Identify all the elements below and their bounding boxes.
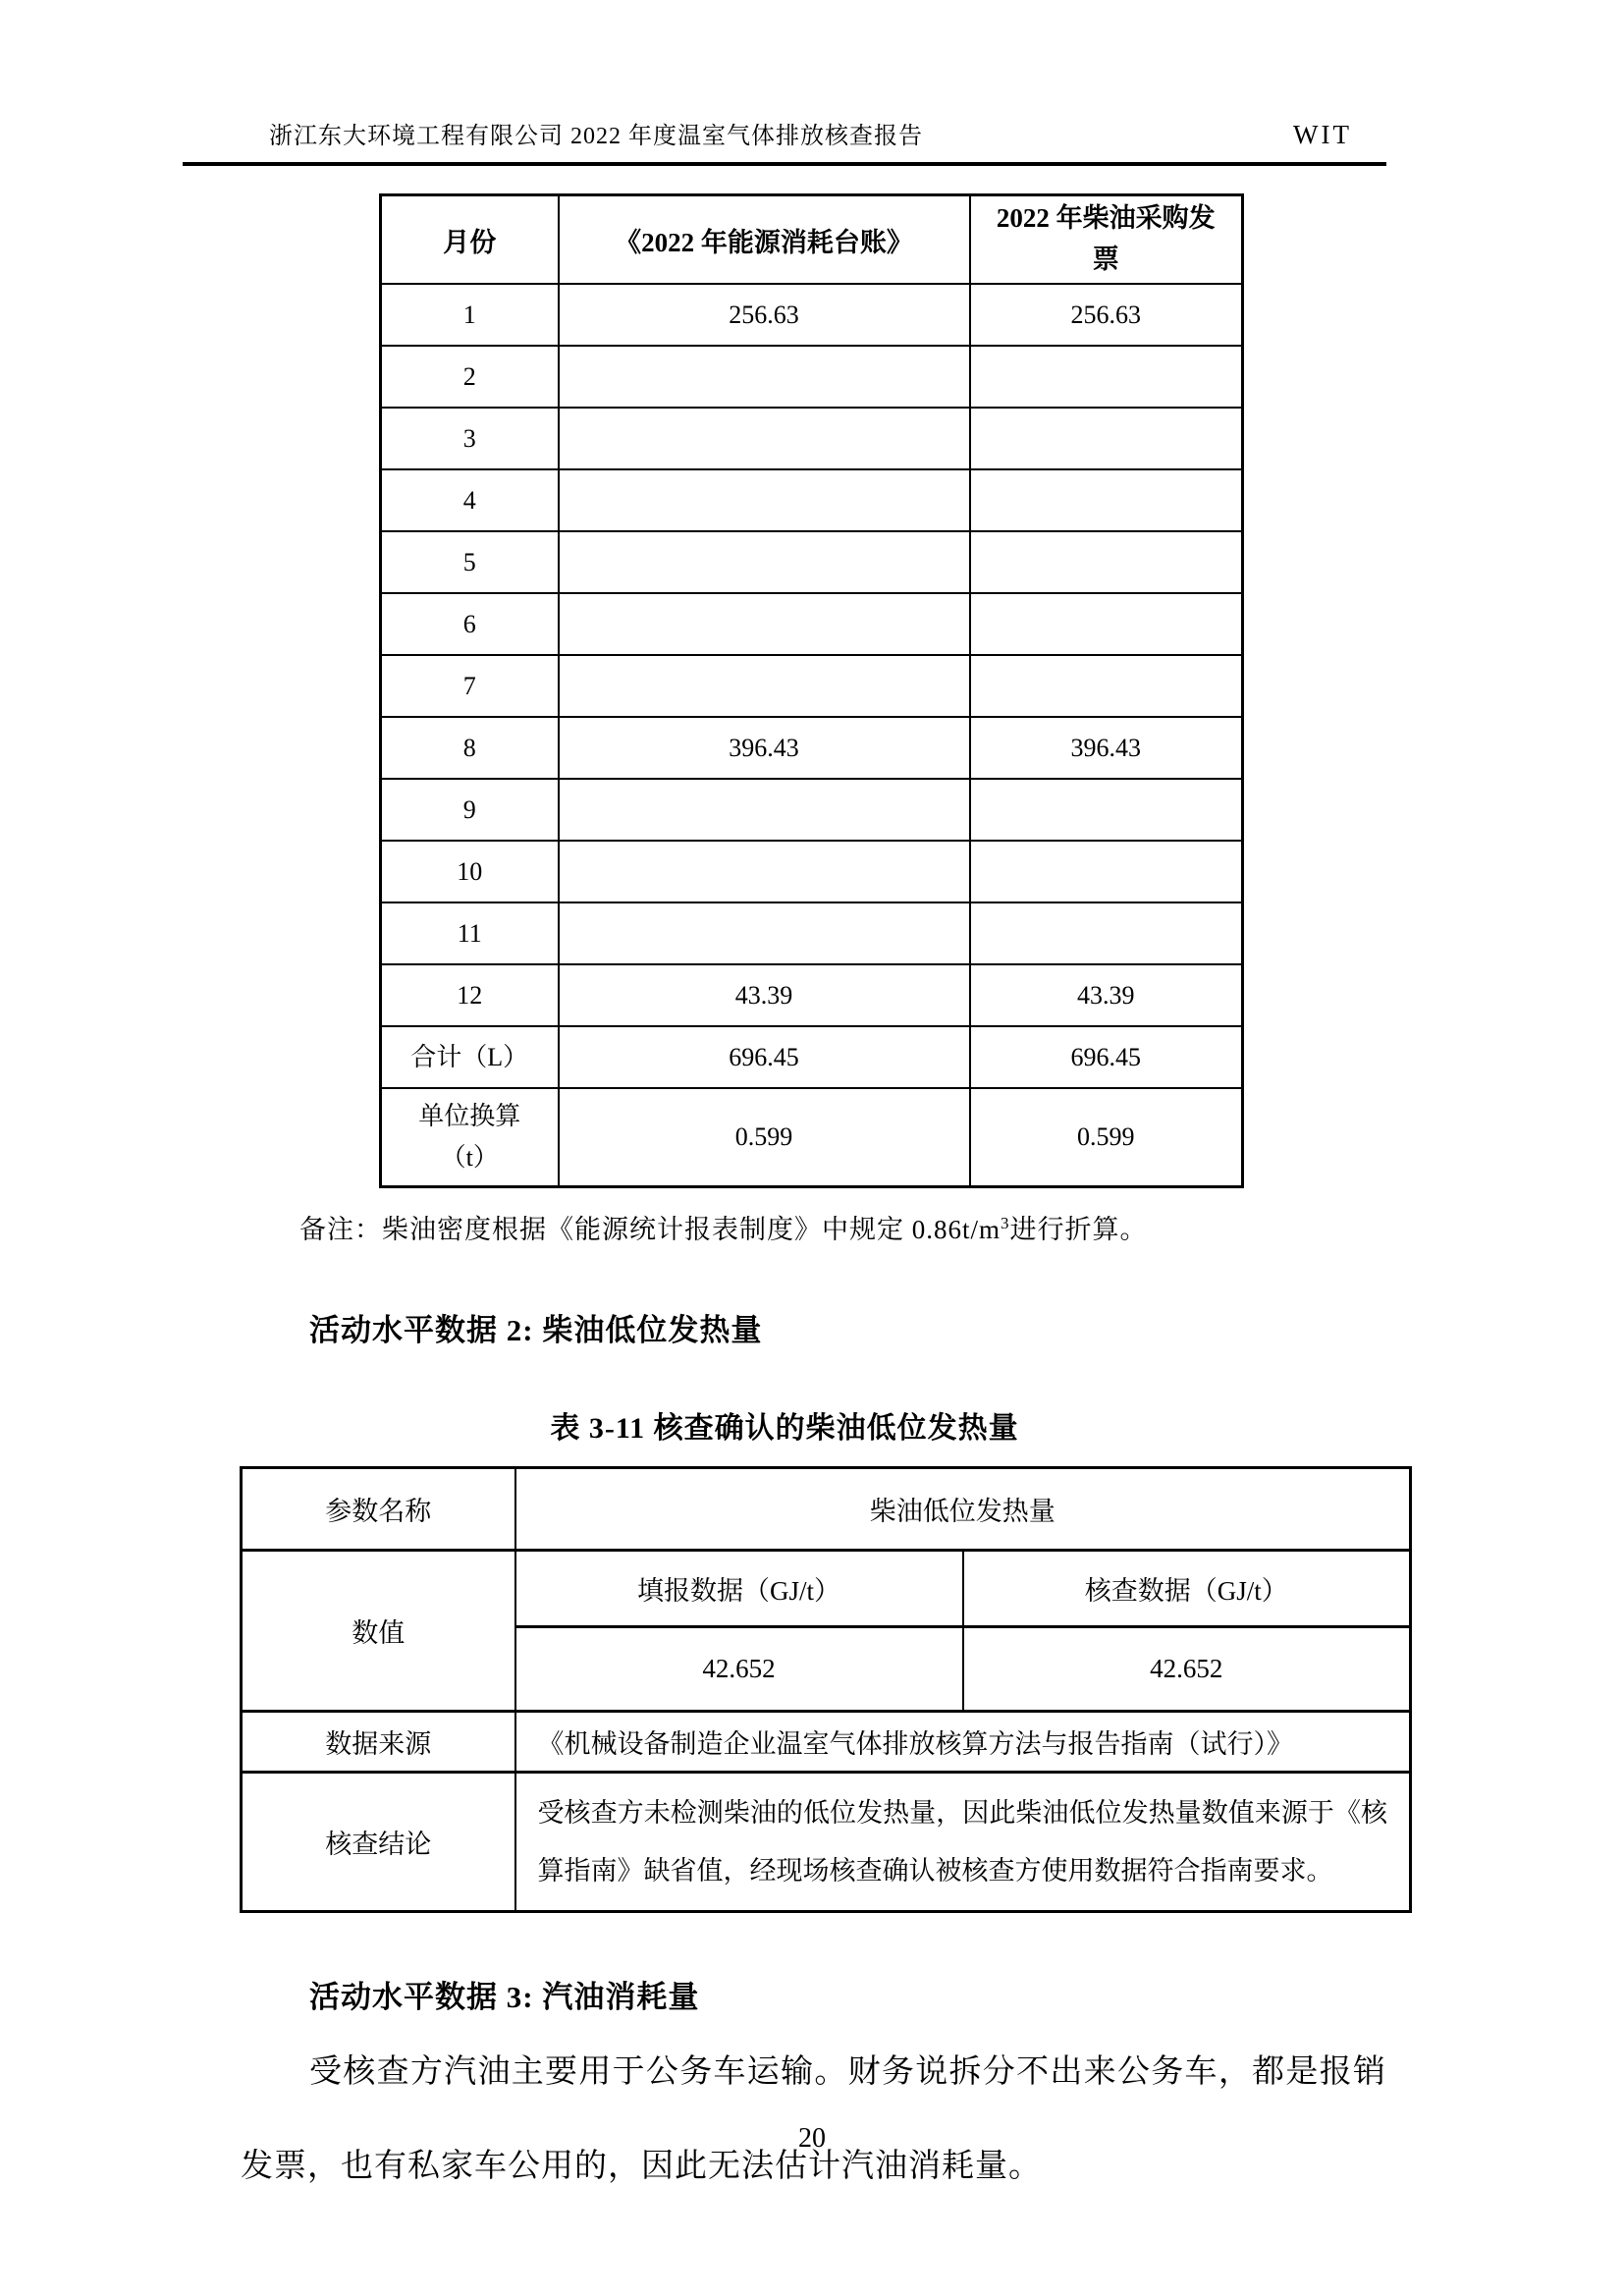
parameter-row (242, 1468, 1411, 1551)
verifier-mark: WIT (1293, 120, 1352, 149)
total-invoice-value: 696.45 (970, 1026, 1243, 1088)
table-row (381, 346, 1243, 408)
ledger-cell: 43.39 (559, 964, 970, 1026)
table-header-row (381, 195, 1243, 285)
month-cell: 5 (381, 531, 559, 593)
invoice-cell (970, 902, 1243, 964)
invoice-cell (970, 469, 1243, 531)
data-source-row (242, 1712, 1411, 1773)
unit-conversion-row (381, 1088, 1243, 1187)
table-row (381, 902, 1243, 964)
ledger-cell (559, 841, 970, 902)
invoice-cell: 43.39 (970, 964, 1243, 1026)
total-row (381, 1026, 1243, 1088)
diesel-consumption-table (379, 193, 1244, 1188)
ledger-cell (559, 779, 970, 841)
note-text-suffix: 进行折算。 (1009, 1215, 1148, 1244)
invoice-cell: 256.63 (970, 284, 1243, 346)
reported-data-header: 填报数据（GJ/t） (515, 1551, 963, 1627)
table-note (299, 1208, 1624, 1246)
note-superscript: 3 (1001, 1214, 1010, 1232)
conversion-ledger-value: 0.599 (559, 1088, 970, 1187)
unit-conversion-label-line2: （t） (440, 1143, 499, 1172)
verified-data-header: 核查数据（GJ/t） (963, 1551, 1411, 1627)
invoice-cell (970, 408, 1243, 469)
table-row (381, 655, 1243, 717)
table-row (381, 469, 1243, 531)
table-row (381, 779, 1243, 841)
month-cell: 12 (381, 964, 559, 1026)
value-label: 数值 (242, 1551, 515, 1712)
ledger-cell (559, 408, 970, 469)
gasoline-paragraph (241, 2026, 1386, 2214)
month-column-header: 月份 (381, 195, 559, 285)
table-row (381, 593, 1243, 655)
diesel-nhv-table (240, 1466, 1412, 1913)
month-cell: 3 (381, 408, 559, 469)
conversion-invoice-value: 0.599 (970, 1088, 1243, 1187)
invoice-cell (970, 779, 1243, 841)
month-cell: 10 (381, 841, 559, 902)
data-source-text: 《机械设备制造企业温室气体排放核算方法与报告指南（试行）》 (515, 1712, 1411, 1773)
table-row (381, 717, 1243, 779)
unit-conversion-label-line1: 单位换算 (418, 1102, 521, 1131)
month-cell: 2 (381, 346, 559, 408)
month-cell: 11 (381, 902, 559, 964)
conclusion-text: 受核查方未检测柴油的低位发热量，因此柴油低位发热量数值来源于《核算指南》缺省值，经现场核查确认被核查方使用数据符合指南要求。 (515, 1773, 1411, 1912)
ledger-cell (559, 902, 970, 964)
invoice-cell: 396.43 (970, 717, 1243, 779)
ledger-cell (559, 346, 970, 408)
month-cell: 9 (381, 779, 559, 841)
page-header (183, 0, 1386, 166)
paragraph-line-1: 受核查方汽油主要用于公务车运输。财务说拆分不出来公务车，都是报销 (309, 2054, 1386, 2090)
total-ledger-value: 696.45 (559, 1026, 970, 1088)
invoice-column-header: 2022 年柴油采购发票 (970, 195, 1243, 285)
ledger-cell (559, 593, 970, 655)
invoice-cell (970, 531, 1243, 593)
month-cell: 6 (381, 593, 559, 655)
ledger-cell: 256.63 (559, 284, 970, 346)
invoice-cell (970, 655, 1243, 717)
unit-conversion-label (381, 1088, 559, 1187)
ledger-cell (559, 531, 970, 593)
month-cell: 1 (381, 284, 559, 346)
ledger-column-header: 《2022 年能源消耗台账》 (559, 195, 970, 285)
parameter-value: 柴油低位发热量 (515, 1468, 1411, 1551)
reported-value: 42.652 (515, 1627, 963, 1712)
paragraph-line-2: 发票，也有私家车公用的，因此无法估计汽油消耗量。 (241, 2148, 1042, 2184)
table-3-11-title: 表 3-11 核查确认的柴油低位发热量 (550, 1412, 1019, 1445)
table-row (381, 531, 1243, 593)
value-header-row (242, 1551, 1411, 1627)
ledger-cell: 396.43 (559, 717, 970, 779)
table-row (381, 284, 1243, 346)
verified-value: 42.652 (963, 1627, 1411, 1712)
conclusion-row (242, 1773, 1411, 1912)
parameter-label: 参数名称 (242, 1468, 515, 1551)
month-cell: 8 (381, 717, 559, 779)
table-row (381, 841, 1243, 902)
total-label: 合计（L） (381, 1026, 559, 1088)
data-source-label: 数据来源 (242, 1712, 515, 1773)
table-row (381, 964, 1243, 1026)
invoice-cell (970, 346, 1243, 408)
section-heading-activity-data-2: 活动水平数据 2: 柴油低位发热量 (309, 1313, 763, 1347)
conclusion-label: 核查结论 (242, 1773, 515, 1912)
report-title: 浙江东大环境工程有限公司 2022 年度温室气体排放核查报告 (269, 124, 923, 149)
ledger-cell (559, 655, 970, 717)
section-heading-activity-data-3: 活动水平数据 3: 汽油消耗量 (309, 1980, 700, 2014)
invoice-cell (970, 841, 1243, 902)
ledger-cell (559, 469, 970, 531)
invoice-cell (970, 593, 1243, 655)
month-cell: 4 (381, 469, 559, 531)
month-cell: 7 (381, 655, 559, 717)
note-text: 备注：柴油密度根据《能源统计报表制度》中规定 0.86t/m (299, 1215, 1001, 1244)
page-number: 20 (798, 2123, 826, 2154)
table-row (381, 408, 1243, 469)
